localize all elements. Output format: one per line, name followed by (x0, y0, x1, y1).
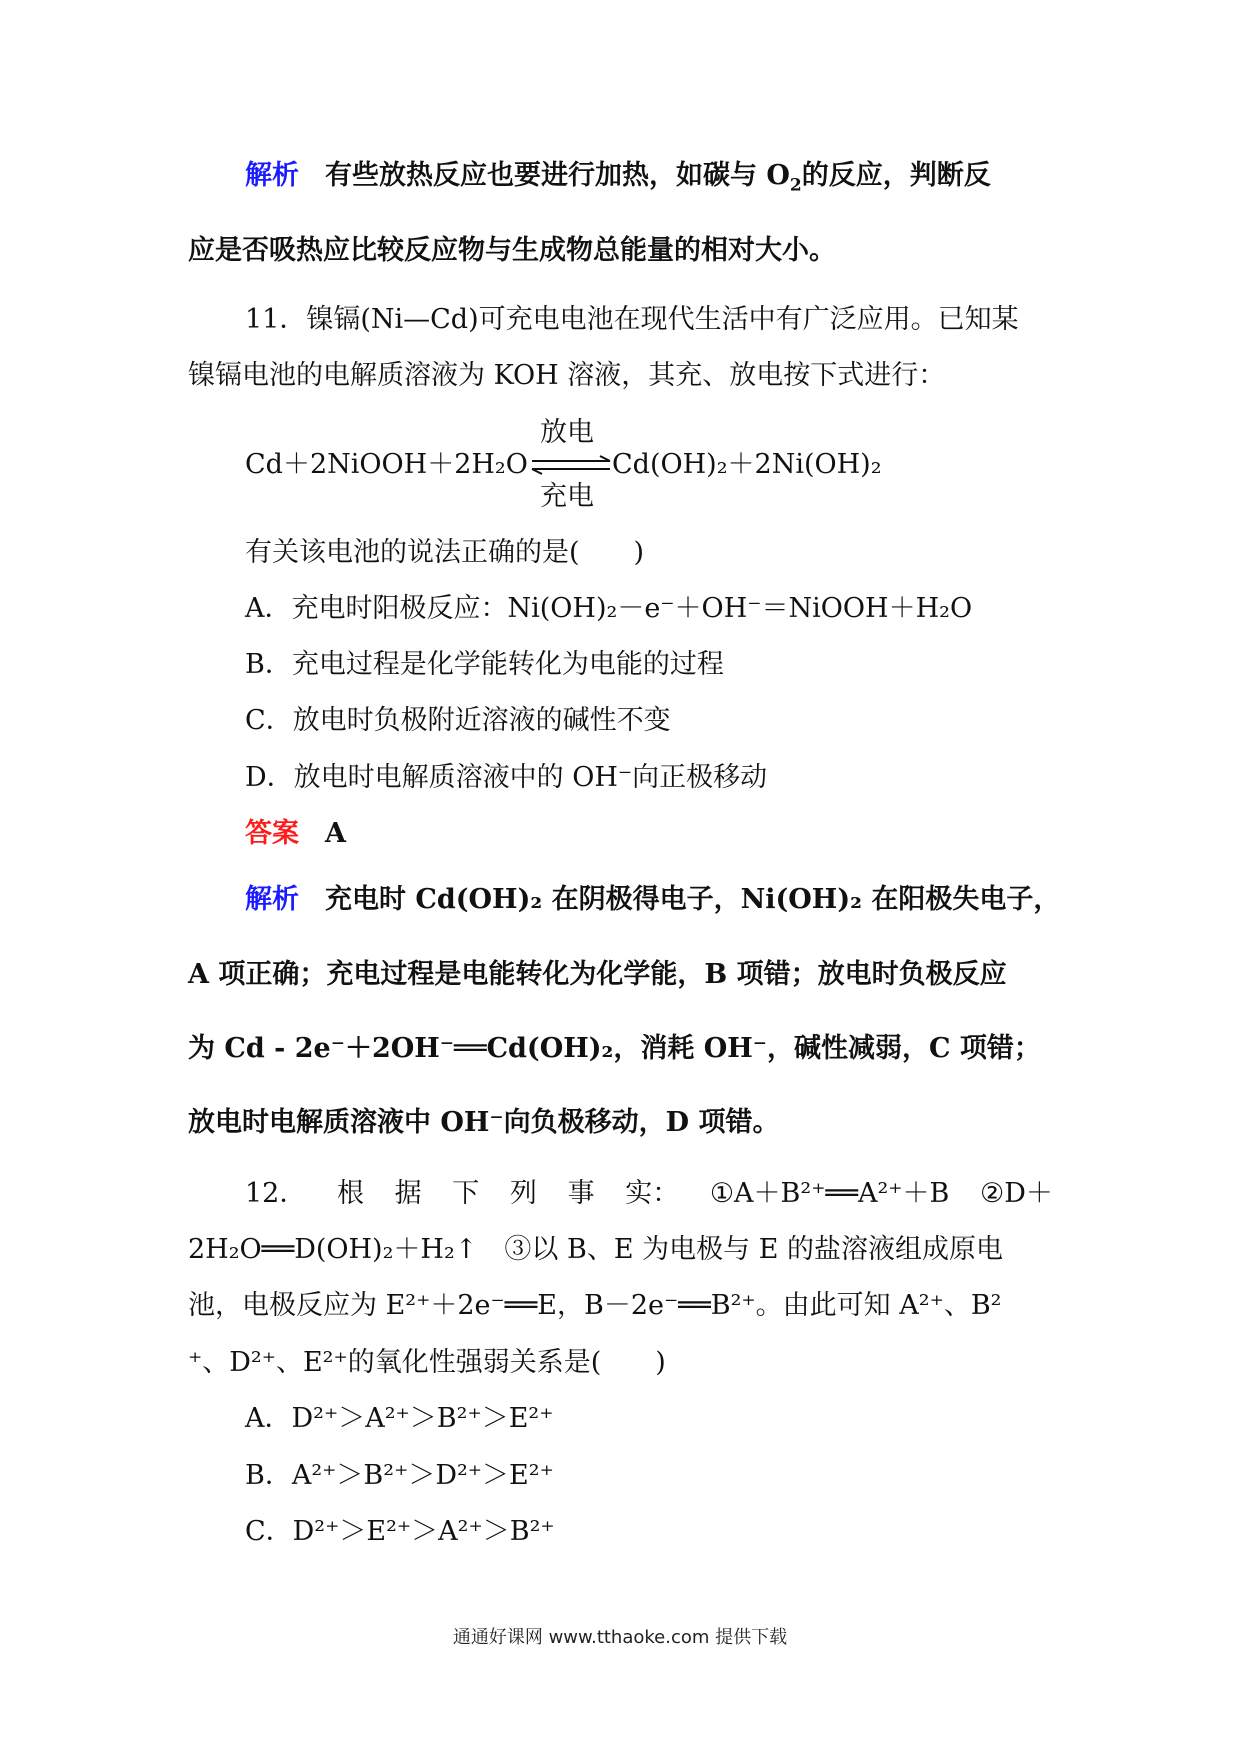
q12-line-2: 2H₂O══D(OH)₂＋H₂↑ ③以 B、E 为电极与 E 的盐溶液组成原电 (188, 1234, 1003, 1265)
q12-option-c: C．D²⁺＞E²⁺＞A²⁺＞B²⁺ (245, 1516, 555, 1547)
q12-option-a: A．D²⁺＞A²⁺＞B²⁺＞E²⁺ (245, 1403, 554, 1434)
q11-explanation-line-2: A 项正确；充电过程是电能转化为化学能，B 项错；放电时负极反应 (188, 959, 1007, 990)
q11-option-a: A．充电时阳极反应：Ni(OH)₂－e⁻＋OH⁻＝NiOOH＋H₂O (245, 593, 973, 624)
q12-line-3: 池，电极反应为 E²⁺＋2e⁻══E，B－2e⁻══B²⁺。由此可知 A²⁺、B² (188, 1290, 1002, 1321)
q11-line-2: 镍镉电池的电解质溶液为 KOH 溶液，其充、放电按下式进行： (188, 360, 946, 391)
page-footer: 通通好课网 www.tthaoke.com 提供下载 (452, 1627, 788, 1648)
q11-explanation-line-4: 放电时电解质溶液中 OH⁻向负极移动，D 项错。 (188, 1107, 780, 1138)
q11-explanation-line-1: 解析 充电时 Cd(OH)₂ 在阴极得电子，Ni(OH)₂ 在阳极失电子， (245, 884, 1061, 915)
q12-line-4: ⁺、D²⁺、E²⁺的氧化性强弱关系是( ) (188, 1347, 666, 1378)
reversible-arrow-icon (530, 455, 612, 475)
q11-stem: 有关该电池的说法正确的是( ) (245, 537, 645, 568)
q11-option-d: D．放电时电解质溶液中的 OH⁻向正极移动 (245, 762, 768, 793)
analysis-line-1: 解析 有些放热反应也要进行加热，如碳与 $O_2$的反应，判断反 (245, 160, 991, 196)
q12-line-1: 12． 根 据 下 列 事 实： ①A＋B²⁺══A²⁺＋B ②D＋ (245, 1178, 1053, 1209)
analysis-label: 解析 (245, 884, 299, 915)
q11-equation-right: Cd(OH)₂＋2Ni(OH)₂ (612, 449, 882, 480)
answer-value: A (325, 818, 346, 849)
q11-equation-left: Cd＋2NiOOH＋2H₂O (245, 449, 528, 480)
analysis-label: 解析 (245, 160, 299, 191)
reaction-arrow-bottom-label: 充电 (540, 481, 594, 512)
q11-option-b: B．充电过程是化学能转化为电能的过程 (245, 649, 724, 680)
q11-explanation-line-3: 为 Cd - 2e⁻＋2OH⁻══Cd(OH)₂，消耗 OH⁻，碱性减弱，C 项错； (188, 1033, 1041, 1064)
analysis-line-2: 应是否吸热应比较反应物与生成物总能量的相对大小。 (188, 235, 836, 266)
q12-option-b: B．A²⁺＞B²⁺＞D²⁺＞E²⁺ (245, 1460, 554, 1491)
q11-line-1: 11．镍镉(Ni—Cd)可充电电池在现代生活中有广泛应用。已知某 (245, 304, 1019, 335)
q11-option-c: C．放电时负极附近溶液的碱性不变 (245, 705, 671, 736)
reaction-arrow-top-label: 放电 (540, 417, 594, 448)
q11-answer (245, 816, 346, 852)
answer-label: 答案 (245, 818, 299, 849)
